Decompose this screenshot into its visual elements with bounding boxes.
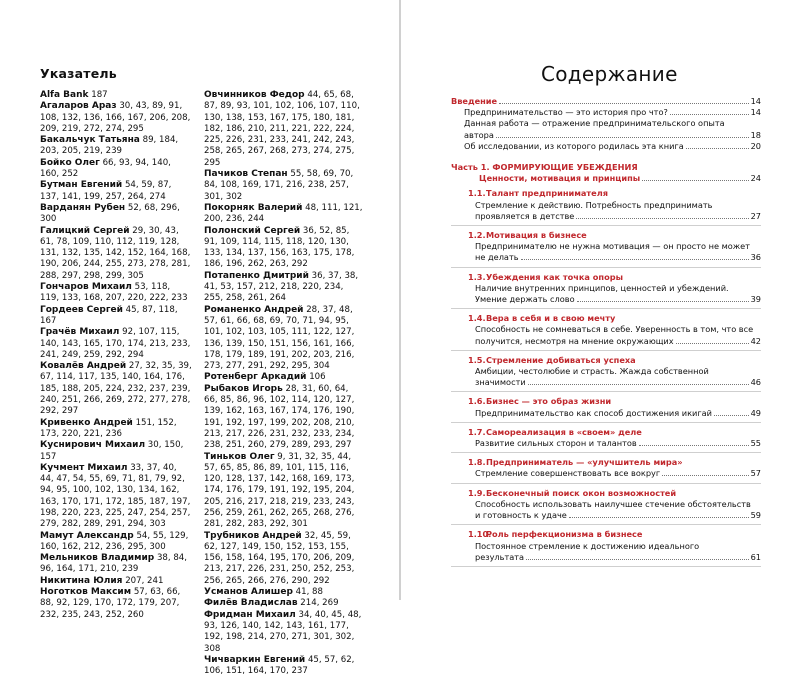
index-entry: [40, 361, 192, 417]
toc-chapter-heading: [451, 457, 761, 468]
toc-chapter-description: Способность использовать наилучшее стечение обстоятельств: [475, 498, 751, 509]
index-entry-pages: 151, 152, 173, 220, 221, 236: [40, 417, 177, 439]
toc-chapter-heading: [451, 427, 761, 438]
index-entry-pages: 52, 68, 296, 300: [40, 202, 180, 225]
toc-chapter-row: [451, 468, 761, 479]
toc-chapter-row: [451, 211, 761, 222]
toc-page-number: 24: [750, 173, 761, 184]
toc-chapter[interactable]: [451, 396, 761, 422]
index-entry: [204, 655, 364, 677]
index-entry-name: Чичваркин Евгений: [204, 654, 306, 665]
index-entry-pages: 207, 241: [125, 575, 164, 586]
index-entry: [40, 158, 192, 181]
index-entry-pages: 30, 43, 89, 91, 108, 132, 136, 166, 167, 206, 208, 209, 219, 272, 274, 295: [40, 101, 191, 134]
index-entry: [204, 203, 364, 226]
toc-chapter-heading: [451, 355, 761, 366]
index-entry-name: Галицкий Сергей: [40, 225, 130, 236]
toc-page-number: 57: [750, 468, 761, 479]
table-of-contents: [451, 96, 761, 567]
toc-intro-item[interactable]: [451, 141, 761, 152]
toc-chapter-description: получится, несмотря на мнение окружающих: [475, 335, 674, 346]
toc-chapter-heading: [451, 188, 761, 199]
index-entry: [40, 531, 192, 554]
index-entry: [40, 440, 192, 463]
index-entry-name: Бойко Олег: [40, 157, 100, 168]
index-entry: [40, 463, 192, 531]
index-entry-pages: 106: [309, 372, 326, 383]
toc-chapter-number: 1.8.: [468, 457, 486, 468]
toc-chapter-title: Роль перфекционизма в бизнесе: [486, 529, 643, 540]
index-entry-name: Фридман Михаил: [204, 609, 296, 620]
toc-item-text: Данная работа — отражение предпринимательского опыта: [464, 118, 725, 129]
toc-chapter-number: 1.7.: [468, 426, 486, 437]
index-entry: [204, 598, 364, 609]
toc-part-subheading-row[interactable]: [451, 173, 761, 184]
index-entry-pages: 53, 118, 119, 133, 168, 207, 220, 222, 233: [40, 282, 188, 304]
toc-part-subheading: Ценности, мотивация и принципы: [479, 173, 641, 184]
toc-page-number: 14: [750, 96, 761, 106]
toc-chapter-number: 1.2.: [468, 230, 486, 241]
toc-chapter-description: значимости: [475, 377, 526, 388]
index-entry-name: Полонский Сергей: [204, 225, 301, 236]
toc-chapter-number: 1.4.: [468, 313, 486, 324]
index-entry-pages: 30, 150, 157: [40, 440, 184, 462]
toc-chapter-description: Умение держать слово: [475, 294, 575, 305]
index-entry-pages: 214, 269: [300, 598, 339, 609]
index-entry: [204, 271, 364, 305]
toc-chapter-description: Постоянное стремление к достижению идеального: [475, 540, 700, 551]
index-entry-name: Ноготков Максим: [40, 587, 132, 598]
toc-chapter-number: 1.6.: [468, 396, 486, 407]
toc-intro-item[interactable]: [451, 107, 761, 118]
index-entry-name: Агаларов Араз: [40, 101, 117, 112]
index-entry-pages: 36, 37, 38, 41, 53, 157, 212, 218, 220, 234, 255, 258, 261, 264: [204, 270, 359, 304]
index-entry: [204, 452, 364, 531]
toc-page-number: 39: [750, 294, 761, 305]
index-entry-pages: 89, 184, 203, 205, 219, 239: [40, 135, 179, 157]
toc-intro-item[interactable]: [451, 130, 761, 141]
toc-chapter[interactable]: [451, 188, 761, 226]
dot-leader: [576, 211, 748, 219]
toc-item-text: Об исследовании, из которого родилась эта книга: [464, 140, 684, 151]
index-entry-name: Гончаров Михаил: [40, 282, 132, 293]
toc-chapter-heading: [451, 313, 761, 324]
index-entry: [204, 90, 364, 169]
toc-item-text: автора: [464, 129, 494, 140]
toc-chapter-heading: [451, 488, 761, 499]
toc-chapter-number: 1.5.: [468, 354, 486, 365]
toc-chapter-description: Амбиции, честолюбие и страсть. Жажда собственной: [475, 366, 709, 377]
toc-chapter[interactable]: [451, 488, 761, 526]
dot-leader: [526, 552, 749, 560]
index-entry-pages: 92, 107, 115, 140, 143, 165, 170, 174, 213, 233, 241, 249, 259, 292, 294: [40, 327, 191, 360]
toc-chapter[interactable]: [451, 529, 761, 567]
index-entry-name: Никитина Юлия: [40, 575, 123, 586]
index-entry-name: Бакальчук Татьяна: [40, 135, 140, 146]
index-entry: [204, 531, 364, 587]
index-entry-pages: 44, 65, 68, 87, 89, 93, 101, 102, 106, 107, 110, 130, 138, 153, 167, 175, 180, 181, 182, 186, 210, 211, 221, 222, 224, 225, 226, 231, 233, 241, 242, 243, 258, 265, 267, 268, 273, 274, 275, 295: [204, 90, 360, 168]
index-entry: [40, 587, 192, 621]
index-entry-name: Куснирович Михаил: [40, 440, 146, 451]
toc-page-number: 14: [750, 107, 761, 118]
toc-chapter-list: [451, 188, 761, 566]
index-entry-pages: 54, 55, 129, 160, 162, 212, 236, 295, 300: [40, 530, 189, 552]
dot-leader: [528, 377, 749, 385]
index-entry: [204, 305, 364, 373]
index-entry-pages: 45, 57, 62, 106, 151, 164, 170, 237: [204, 654, 355, 677]
index-entry-pages: 9, 31, 32, 35, 44, 57, 65, 85, 86, 89, 101, 115, 116, 120, 128, 137, 142, 168, 169, 173, 174, 176, 179, 191, 192, 195, 204, 205, 216, 217, 218, 219, 233, 243, 256, 259, 261, 262, 265, 268, 276, 281, 282, 283, 292, 301: [204, 451, 355, 530]
toc-chapter-number: 1.3.: [468, 271, 486, 282]
index-entry-name: Покорняк Валерий: [204, 202, 303, 213]
index-entry-name: Мамут Александр: [40, 530, 134, 541]
index-entry-pages: 45, 87, 118, 167: [40, 304, 178, 326]
index-entry: [40, 553, 192, 576]
index-entry: [40, 180, 192, 203]
toc-chapter-description: Способность не сомневаться в себе. Уверенность в том, что все: [475, 324, 754, 335]
toc-chapter-description: Предпринимателю не нужна мотивация — он просто не может: [475, 241, 750, 252]
toc-chapter-description: не делать: [475, 252, 519, 263]
toc-intro-label: Введение: [451, 96, 498, 106]
toc-chapter[interactable]: [451, 230, 761, 268]
index-entry-name: Мельников Владимир: [40, 553, 155, 564]
toc-chapter-description: Развитие сильных сторон и талантов: [475, 438, 637, 449]
toc-chapter-description: результата: [475, 551, 525, 562]
toc-page-number: 61: [750, 551, 761, 562]
index-entry-name: Потапенко Дмитрий: [204, 270, 309, 281]
index-entry-pages: 34, 40, 45, 48, 93, 126, 140, 142, 143, 161, 177, 192, 198, 214, 270, 271, 301, 302, 308: [204, 609, 362, 654]
index-entry-pages: 29, 30, 43, 61, 78, 109, 110, 112, 119, 128, 131, 132, 135, 142, 152, 164, 168, 190, 206, 244, 255, 273, 278, 281, 288, 297, 298, 299, 305: [40, 225, 191, 281]
index-entry-name: Грачёв Михаил: [40, 327, 120, 338]
toc-chapter-title: Предприниматель — «улучшитель мира»: [486, 457, 683, 468]
index-entry: [40, 90, 192, 101]
index-entry-name: Пачиков Степан: [204, 169, 288, 180]
index-entry-name: Усманов Алишер: [204, 587, 293, 598]
toc-chapter-heading: [451, 396, 761, 407]
toc-chapter[interactable]: [451, 313, 761, 351]
toc-chapter-number: 1.9.: [468, 487, 486, 498]
toc-chapter-title: Убеждения как точка опоры: [486, 271, 623, 282]
index-entry-name: Филёв Владислав: [204, 598, 298, 609]
dot-leader: [496, 130, 749, 138]
index-entry-pages: 187: [91, 90, 108, 100]
toc-chapter-title: Бесконечный поиск окон возможностей: [486, 487, 677, 498]
dot-leader: [670, 107, 749, 115]
index-entry-pages: 28, 37, 48, 57, 61, 66, 68, 69, 70, 71, 94, 95, 101, 102, 103, 105, 111, 122, 127, 136, 139, 150, 151, 156, 161, 166, 178, 179, 189, 191, 202, 203, 216, 273, 277, 291, 292, 295, 304: [204, 304, 355, 372]
toc-chapter[interactable]: [451, 355, 761, 393]
index-entry: [40, 101, 192, 135]
toc-chapter-row: [451, 336, 761, 347]
index-entry-name: Кучмент Михаил: [40, 462, 128, 473]
index-entry: [204, 169, 364, 203]
toc-chapter-heading: [451, 529, 761, 540]
index-entry: [40, 305, 192, 328]
index-entry-name: Трубников Андрей: [204, 530, 302, 541]
index-entry-pages: 28, 31, 60, 64, 66, 85, 86, 96, 102, 114, 120, 127, 139, 162, 163, 167, 174, 176, 190, 191, 192, 197, 199, 202, 208, 210, 213, 217, 226, 231, 232, 233, 234, 238, 251, 260, 279, 289, 293, 297: [204, 383, 355, 451]
index-entry-name: Овчинников Федор: [204, 90, 305, 100]
index-entry-pages: 57, 63, 66, 88, 92, 129, 170, 172, 179, 207, 232, 235, 243, 252, 260: [40, 587, 181, 620]
index-entry: [40, 203, 192, 226]
index-entry: [204, 384, 364, 452]
index-entry-pages: 38, 84, 96, 164, 171, 210, 239: [40, 553, 188, 575]
toc-part-heading: Часть 1. ФОРМИРУЮЩИЕ УБЕЖДЕНИЯ: [451, 162, 638, 173]
toc-intro-section: [451, 96, 761, 152]
toc-chapter-number: 1.1.: [468, 188, 486, 199]
dot-leader: [499, 96, 748, 104]
dot-leader: [642, 173, 748, 181]
index-entry: [40, 327, 192, 361]
toc-chapter-description: проявляется в детстве: [475, 210, 575, 221]
index-entry: [40, 418, 192, 441]
dot-leader: [639, 438, 749, 446]
toc-intro-row[interactable]: [451, 96, 761, 107]
index-entry-name: Ротенберг Аркадий: [204, 372, 307, 383]
toc-chapter-row: [451, 408, 761, 419]
toc-page-number: 55: [750, 438, 761, 449]
toc-chapter-heading: [451, 272, 761, 283]
index-entry-name: Рыбаков Игорь: [204, 383, 283, 394]
index-entry: [40, 226, 192, 282]
toc-page-number: 59: [750, 510, 761, 521]
index-entry: [40, 576, 192, 587]
index-entry-pages: 54, 59, 87, 137, 141, 199, 257, 264, 274: [40, 180, 172, 202]
toc-page-number: 36: [750, 252, 761, 263]
toc-chapter-number: 1.10.: [468, 529, 492, 540]
index-entry-pages: 36, 52, 85, 91, 109, 114, 115, 118, 120, 130, 133, 134, 137, 156, 163, 175, 178, 186, 196, 262, 263, 292: [204, 225, 355, 270]
index-title: Указатель: [40, 66, 117, 81]
index-entry-name: Романенко Андрей: [204, 304, 304, 315]
index-entry: [204, 372, 364, 383]
index-entry-name: Тиньков Олег: [204, 451, 275, 462]
index-entry: [204, 587, 364, 598]
toc-chapter-row: [451, 252, 761, 263]
toc-page-number: 20: [750, 140, 761, 151]
dot-leader: [676, 336, 749, 344]
toc-chapter-description: Предпринимательство как способ достижения икигай: [475, 407, 713, 418]
dot-leader: [662, 468, 748, 476]
toc-page-number: 46: [750, 377, 761, 388]
toc-chapter-row: [451, 377, 761, 388]
index-entry: [204, 610, 364, 655]
index-column-1: [40, 90, 192, 621]
dot-leader: [521, 252, 749, 260]
index-entry-pages: 27, 32, 35, 39, 67, 114, 117, 135, 140, 164, 176, 185, 188, 205, 224, 232, 237, 239, 240, 251, 266, 269, 272, 277, 278, 292, 297: [40, 361, 192, 417]
toc-page-number: 18: [750, 129, 761, 140]
toc-chapter-title: Талант предпринимателя: [486, 188, 608, 199]
index-entry: [40, 135, 192, 158]
index-entry-pages: 32, 45, 59, 62, 127, 149, 150, 152, 153, 155, 156, 158, 164, 195, 170, 206, 209, 213, 217, 226, 231, 250, 252, 253, 256, 265, 266, 276, 290, 292: [204, 530, 355, 586]
contents-title: Содержание: [541, 62, 678, 86]
index-entry-name: Ковалёв Андрей: [40, 361, 127, 372]
dot-leader: [569, 510, 749, 518]
index-entry-name: Гордеев Сергей: [40, 304, 123, 315]
toc-chapter-row: [451, 438, 761, 449]
index-entry-pages: 33, 37, 40, 44, 47, 54, 55, 69, 71, 81, 79, 92, 94, 95, 100, 102, 130, 134, 162, 163, 170, 171, 172, 185, 187, 197, 198, 220, 223, 225, 247, 254, 257, 279, 282, 289, 291, 294, 303: [40, 462, 191, 530]
index-entry-pages: 48, 111, 121, 200, 236, 244: [204, 202, 363, 225]
index-column-2: [204, 90, 364, 677]
toc-chapter-description: Наличие внутренних принципов, ценностей и убеждений.: [475, 282, 729, 293]
toc-page-number: 49: [750, 407, 761, 418]
index-entry: [40, 282, 192, 305]
toc-chapter[interactable]: [451, 457, 761, 483]
toc-chapter-row: [451, 510, 761, 521]
dot-leader: [686, 141, 749, 149]
dot-leader: [577, 294, 749, 302]
toc-chapter-title: Бизнес — это образ жизни: [486, 396, 612, 407]
index-entry-name: Варданян Рубен: [40, 202, 126, 213]
index-entry-pages: 66, 93, 94, 140, 160, 252: [40, 157, 171, 180]
toc-chapter-title: Стремление добиваться успеха: [486, 354, 636, 365]
index-entry-name: Alfa Bank: [40, 90, 89, 100]
toc-item-text: Предпринимательство — это история про что?: [464, 107, 668, 118]
index-entry-pages: 41, 88: [295, 587, 323, 598]
toc-page-number: 27: [750, 210, 761, 221]
toc-chapter-title: Мотивация в бизнесе: [486, 230, 587, 241]
toc-chapter-title: Самореализация в «своем» деле: [486, 426, 642, 437]
toc-chapter-row: [451, 294, 761, 305]
toc-chapter[interactable]: [451, 272, 761, 310]
toc-page-number: 42: [750, 335, 761, 346]
toc-chapter-title: Вера в себя и в свою мечту: [486, 313, 616, 324]
toc-chapter-description: Стремление совершенствовать все вокруг: [475, 468, 661, 479]
toc-chapter-description: и готовность к удаче: [475, 510, 567, 521]
toc-chapter-heading: [451, 230, 761, 241]
toc-chapter-description: Стремление к действию. Потребность предпринимать: [475, 199, 713, 210]
index-entry-pages: 55, 58, 69, 70, 84, 108, 169, 171, 216, 238, 257, 301, 302: [204, 169, 354, 202]
dot-leader: [714, 408, 749, 416]
index-entry-name: Бутман Евгений: [40, 180, 123, 191]
index-entry: [204, 226, 364, 271]
index-entry-name: Кривенко Андрей: [40, 417, 133, 428]
toc-chapter[interactable]: [451, 427, 761, 453]
toc-chapter-row: [451, 552, 761, 563]
index-page: [0, 0, 399, 677]
